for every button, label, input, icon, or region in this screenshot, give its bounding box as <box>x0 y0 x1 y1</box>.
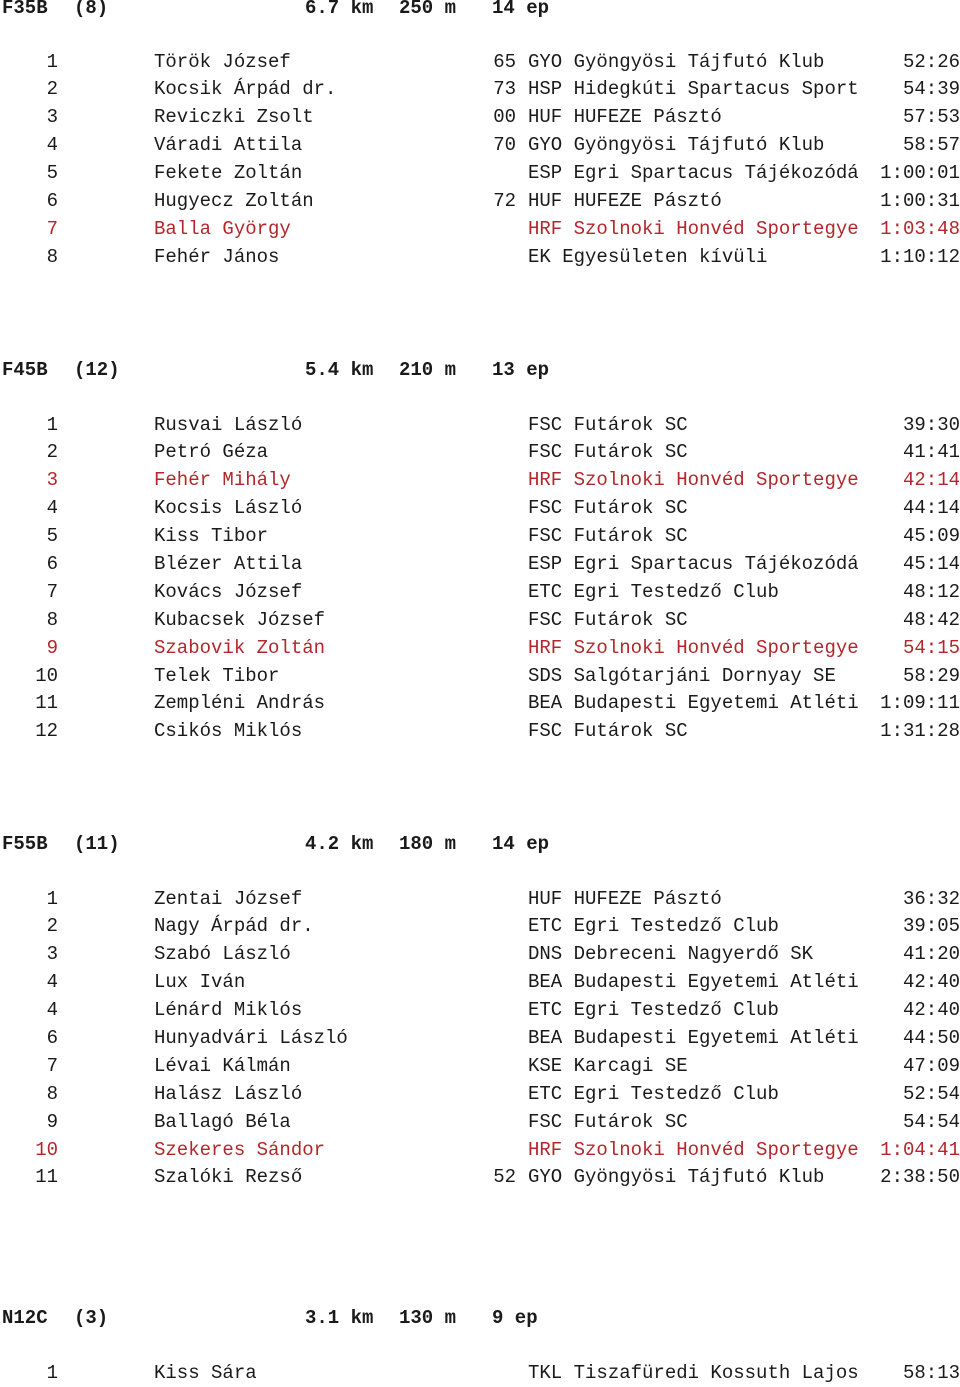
result-rank: 3 <box>0 941 58 969</box>
result-row <box>0 997 960 1025</box>
result-rank: 5 <box>0 160 58 188</box>
finish-time: 45:09 <box>903 523 960 551</box>
competitor-name: Hunyadvári László <box>154 1025 348 1053</box>
finish-time: 44:50 <box>903 1025 960 1053</box>
result-rank: 11 <box>0 690 58 718</box>
result-row <box>0 160 960 188</box>
finish-time: 1:00:31 <box>880 188 960 216</box>
result-rank: 12 <box>0 718 58 746</box>
finish-time: 2:38:50 <box>880 1164 960 1192</box>
results-table <box>0 49 960 272</box>
result-rank: 3 <box>0 104 58 132</box>
club-name: FSC Futárok SC <box>528 412 688 440</box>
club-name: FSC Futárok SC <box>528 523 688 551</box>
club-name: ETC Egri Testedző Club <box>528 913 779 941</box>
result-row <box>0 104 960 132</box>
course-controls: 14 ep <box>492 0 549 22</box>
club-name: GYO Gyöngyösi Tájfutó Klub <box>528 49 824 77</box>
competitor-name: Telek Tibor <box>154 663 279 691</box>
finish-time: 42:40 <box>903 969 960 997</box>
club-name: HRF Szolnoki Honvéd Sportegye <box>528 1137 859 1165</box>
finish-time: 58:29 <box>903 663 960 691</box>
competitor-name: Szalóki Rezső <box>154 1164 302 1192</box>
result-row <box>0 1025 960 1053</box>
club-name: HUF HUFEZE Pásztó <box>528 104 722 132</box>
competitor-name: Fekete Zoltán <box>154 160 302 188</box>
competitor-name: Kiss Sára <box>154 1360 257 1387</box>
finish-time: 52:54 <box>903 1081 960 1109</box>
finish-time: 1:04:41 <box>880 1137 960 1165</box>
club-name: BEA Budapesti Egyetemi Atléti <box>528 1025 859 1053</box>
finish-time: 48:12 <box>903 579 960 607</box>
club-name: ESP Egri Spartacus Tájékozódá <box>528 551 859 579</box>
finish-time: 47:09 <box>903 1053 960 1081</box>
competitor-name: Szekeres Sándor <box>154 1137 325 1165</box>
club-name: HRF Szolnoki Honvéd Sportegye <box>528 635 859 663</box>
results-table <box>0 1360 960 1387</box>
finish-time: 44:14 <box>903 495 960 523</box>
course-distance: 6.7 km <box>305 0 373 22</box>
competitor-name: Fehér Mihály <box>154 467 291 495</box>
category-code: F55B <box>2 830 48 858</box>
result-rank: 7 <box>0 579 58 607</box>
competitor-name: Zempléni András <box>154 690 325 718</box>
result-row <box>0 495 960 523</box>
result-row <box>0 216 960 244</box>
competitor-name: Lévai Kálmán <box>154 1053 291 1081</box>
result-row <box>0 439 960 467</box>
category-header <box>0 356 960 384</box>
category-code: N12C <box>2 1304 48 1332</box>
finish-time: 54:39 <box>903 76 960 104</box>
finish-time: 48:42 <box>903 607 960 635</box>
result-rank: 3 <box>0 467 58 495</box>
club-name: EK Egyesületen kívüli <box>528 244 767 272</box>
result-row <box>0 1053 960 1081</box>
result-rank: 4 <box>0 132 58 160</box>
result-rank: 8 <box>0 607 58 635</box>
course-controls: 14 ep <box>492 830 549 858</box>
competitor-name: Balla György <box>154 216 291 244</box>
finish-time: 45:14 <box>903 551 960 579</box>
competitor-name: Török József <box>154 49 291 77</box>
category-header <box>0 1304 960 1332</box>
club-name: SDS Salgótarjáni Dornyay SE <box>528 663 836 691</box>
course-distance: 5.4 km <box>305 356 373 384</box>
competitor-name: Szabó László <box>154 941 291 969</box>
club-name: HRF Szolnoki Honvéd Sportegye <box>528 467 859 495</box>
course-controls: 9 ep <box>492 1304 538 1332</box>
club-name: FSC Futárok SC <box>528 607 688 635</box>
competitor-name: Reviczki Zsolt <box>154 104 314 132</box>
category-count: (11) <box>74 830 120 858</box>
finish-time: 1:31:28 <box>880 718 960 746</box>
competitor-name: Kubacsek József <box>154 607 325 635</box>
competitor-name: Fehér János <box>154 244 279 272</box>
category-code: F45B <box>2 356 48 384</box>
finish-time: 41:41 <box>903 439 960 467</box>
category-header <box>0 0 960 22</box>
finish-time: 1:10:12 <box>880 244 960 272</box>
finish-time: 58:57 <box>903 132 960 160</box>
result-rank: 9 <box>0 1109 58 1137</box>
result-row <box>0 132 960 160</box>
course-climb: 180 m <box>399 830 456 858</box>
result-rank: 4 <box>0 969 58 997</box>
competitor-name: Hugyecz Zoltán <box>154 188 314 216</box>
competitor-name: Kocsik Árpád dr. <box>154 76 336 104</box>
result-row <box>0 913 960 941</box>
competitor-name: Nagy Árpád dr. <box>154 913 314 941</box>
category-code: F35B <box>2 0 48 22</box>
competitor-name: Petró Géza <box>154 439 268 467</box>
competitor-name: Kiss Tibor <box>154 523 268 551</box>
result-rank: 2 <box>0 439 58 467</box>
club-name: HSP Hidegkúti Spartacus Sport <box>528 76 859 104</box>
course-distance: 4.2 km <box>305 830 373 858</box>
result-row <box>0 635 960 663</box>
result-rank: 11 <box>0 1164 58 1192</box>
result-row <box>0 969 960 997</box>
result-row <box>0 1137 960 1165</box>
birth-year: 00 <box>492 104 516 132</box>
result-rank: 1 <box>0 1360 58 1387</box>
club-name: DNS Debreceni Nagyerdő SK <box>528 941 813 969</box>
result-rank: 6 <box>0 1025 58 1053</box>
finish-time: 54:15 <box>903 635 960 663</box>
course-climb: 210 m <box>399 356 456 384</box>
result-rank: 7 <box>0 216 58 244</box>
birth-year: 52 <box>492 1164 516 1192</box>
result-rank: 8 <box>0 244 58 272</box>
finish-time: 39:30 <box>903 412 960 440</box>
club-name: ETC Egri Testedző Club <box>528 1081 779 1109</box>
competitor-name: Zentai József <box>154 886 302 914</box>
result-row <box>0 551 960 579</box>
result-rank: 1 <box>0 886 58 914</box>
club-name: ETC Egri Testedző Club <box>528 997 779 1025</box>
finish-time: 1:09:11 <box>880 690 960 718</box>
result-row <box>0 886 960 914</box>
competitor-name: Lux Iván <box>154 969 245 997</box>
competitor-name: Váradi Attila <box>154 132 302 160</box>
category-count: (12) <box>74 356 120 384</box>
result-row <box>0 690 960 718</box>
finish-time: 58:13 <box>903 1360 960 1387</box>
result-rank: 4 <box>0 495 58 523</box>
result-rank: 10 <box>0 663 58 691</box>
club-name: HUF HUFEZE Pásztó <box>528 886 722 914</box>
birth-year: 73 <box>492 76 516 104</box>
birth-year: 70 <box>492 132 516 160</box>
birth-year: 72 <box>492 188 516 216</box>
finish-time: 39:05 <box>903 913 960 941</box>
result-rank: 6 <box>0 188 58 216</box>
result-row <box>0 718 960 746</box>
category-count: (8) <box>74 0 108 22</box>
competitor-name: Blézer Attila <box>154 551 302 579</box>
result-row <box>0 1109 960 1137</box>
course-distance: 3.1 km <box>305 1304 373 1332</box>
competitor-name: Csikós Miklós <box>154 718 302 746</box>
category-header <box>0 830 960 858</box>
finish-time: 1:00:01 <box>880 160 960 188</box>
club-name: FSC Futárok SC <box>528 439 688 467</box>
results-table <box>0 412 960 747</box>
competitor-name: Rusvai László <box>154 412 302 440</box>
competitor-name: Kovács József <box>154 579 302 607</box>
result-rank: 7 <box>0 1053 58 1081</box>
club-name: GYO Gyöngyösi Tájfutó Klub <box>528 1164 824 1192</box>
result-row <box>0 579 960 607</box>
competitor-name: Halász László <box>154 1081 302 1109</box>
birth-year: 65 <box>492 49 516 77</box>
competitor-name: Ballagó Béla <box>154 1109 291 1137</box>
finish-time: 36:32 <box>903 886 960 914</box>
finish-time: 41:20 <box>903 941 960 969</box>
results-table <box>0 886 960 1193</box>
club-name: HRF Szolnoki Honvéd Sportegye <box>528 216 859 244</box>
finish-time: 54:54 <box>903 1109 960 1137</box>
result-rank: 2 <box>0 76 58 104</box>
result-rank: 4 <box>0 997 58 1025</box>
result-rank: 6 <box>0 551 58 579</box>
finish-time: 42:14 <box>903 467 960 495</box>
result-row <box>0 412 960 440</box>
club-name: HUF HUFEZE Pásztó <box>528 188 722 216</box>
result-rank: 9 <box>0 635 58 663</box>
finish-time: 57:53 <box>903 104 960 132</box>
club-name: FSC Futárok SC <box>528 1109 688 1137</box>
club-name: BEA Budapesti Egyetemi Atléti <box>528 690 859 718</box>
result-row <box>0 244 960 272</box>
result-row <box>0 188 960 216</box>
finish-time: 42:40 <box>903 997 960 1025</box>
result-row <box>0 1164 960 1192</box>
result-rank: 5 <box>0 523 58 551</box>
club-name: GYO Gyöngyösi Tájfutó Klub <box>528 132 824 160</box>
finish-time: 1:03:48 <box>880 216 960 244</box>
course-climb: 130 m <box>399 1304 456 1332</box>
result-row <box>0 523 960 551</box>
club-name: FSC Futárok SC <box>528 495 688 523</box>
result-row <box>0 49 960 77</box>
category-count: (3) <box>74 1304 108 1332</box>
club-name: TKL Tiszafüredi Kossuth Lajos <box>528 1360 859 1387</box>
result-row <box>0 607 960 635</box>
result-row <box>0 467 960 495</box>
competitor-name: Szabovik Zoltán <box>154 635 325 663</box>
competitor-name: Kocsis László <box>154 495 302 523</box>
result-rank: 2 <box>0 913 58 941</box>
result-row <box>0 1081 960 1109</box>
course-controls: 13 ep <box>492 356 549 384</box>
result-rank: 1 <box>0 49 58 77</box>
course-climb: 250 m <box>399 0 456 22</box>
result-rank: 1 <box>0 412 58 440</box>
competitor-name: Lénárd Miklós <box>154 997 302 1025</box>
result-rank: 10 <box>0 1137 58 1165</box>
club-name: BEA Budapesti Egyetemi Atléti <box>528 969 859 997</box>
result-row <box>0 941 960 969</box>
club-name: ESP Egri Spartacus Tájékozódá <box>528 160 859 188</box>
club-name: ETC Egri Testedző Club <box>528 579 779 607</box>
finish-time: 52:26 <box>903 49 960 77</box>
result-row <box>0 1360 960 1387</box>
result-row <box>0 76 960 104</box>
result-row <box>0 663 960 691</box>
result-rank: 8 <box>0 1081 58 1109</box>
club-name: FSC Futárok SC <box>528 718 688 746</box>
club-name: KSE Karcagi SE <box>528 1053 688 1081</box>
